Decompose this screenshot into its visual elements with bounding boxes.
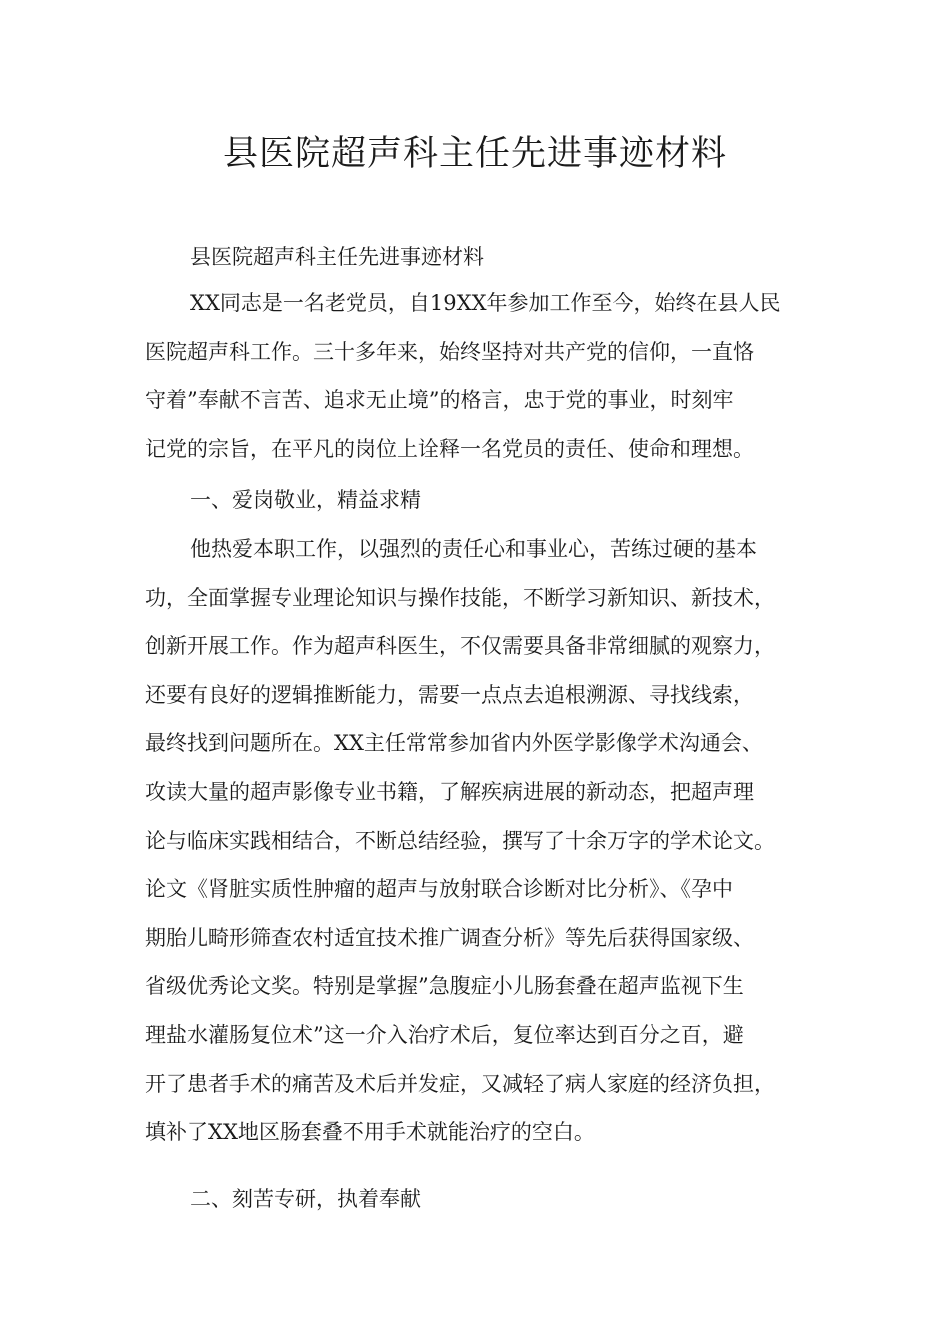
document-subtitle: 县医院超声科主任先进事迹材料	[190, 245, 484, 269]
section-heading-1: 一、爱岗敬业，精益求精	[190, 488, 421, 512]
paragraph-intro	[145, 279, 825, 473]
text-line: 攻读大量的超声影像专业书籍，了解疾病进展的新动态，把超声理	[145, 779, 754, 804]
text-line: 守着”奉献不言苦、追求无止境”的格言，忠于党的事业，时刻牢	[145, 388, 734, 413]
section-heading-2: 二、刻苦专研，执着奉献	[190, 1187, 421, 1211]
text-line: 还要有良好的逻辑推断能力，需要一点点去追根溯源、寻找线索，	[145, 682, 754, 707]
text-line: 填补了XX地区肠套叠不用手术就能治疗的空白。	[145, 1120, 595, 1145]
text-line: XX同志是一名老党员，自19XX年参加工作至今，始终在县人民	[190, 291, 781, 315]
text-line: 开了患者手术的痛苦及术后并发症，又减轻了病人家庭的经济负担，	[145, 1071, 775, 1096]
text-line: 记党的宗旨，在平凡的岗位上诠释一名党员的责任、使命和理想。	[145, 436, 754, 461]
text-line: 省级优秀论文奖。特别是掌握”急腹症小儿肠套叠在超声监视下生	[145, 974, 744, 999]
paragraph-section-1	[145, 525, 825, 1157]
text-line: 创新开展工作。作为超声科医生，不仅需要具备非常细腻的观察力，	[145, 634, 775, 659]
document-title: 县医院超声科主任先进事迹材料	[222, 134, 727, 174]
text-line: 论文《肾脏实质性肿瘤的超声与放射联合诊断对比分析》、《孕中	[145, 877, 733, 902]
text-line: 最终找到问题所在。XX主任常常参加省内外医学影像学术沟通会、	[145, 731, 763, 756]
text-line: 论与临床实践相结合，不断总结经验，撰写了十余万字的学术论文。	[145, 828, 775, 853]
text-line: 理盐水灌肠复位术”这一介入治疗术后，复位率达到百分之百，避	[145, 1022, 744, 1047]
text-line: 医院超声科工作。三十多年来，始终坚持对共产党的信仰，一直恪	[145, 339, 754, 364]
text-line: 功，全面掌握专业理论知识与操作技能，不断学习新知识、新技术，	[145, 585, 775, 610]
text-line: 期胎儿畸形筛查农村适宜技术推广调查分析》等先后获得国家级、	[145, 925, 754, 950]
text-line: 他热爱本职工作，以强烈的责任心和事业心，苦练过硬的基本	[190, 537, 757, 561]
